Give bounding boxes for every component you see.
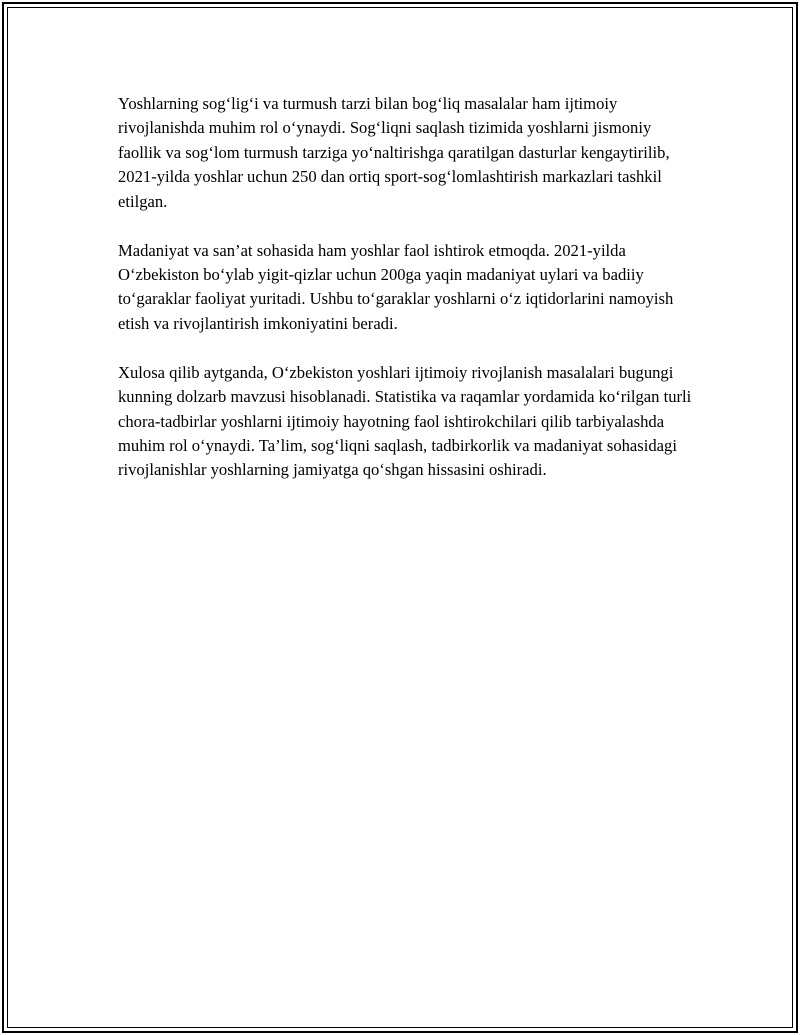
paragraph-conclusion: Xulosa qilib aytganda, O‘zbekiston yoshlari ijtimoiy rivojlanish masalalari bugungi kunning dolzarb mavzusi hisoblanadi. Statistika va raqamlar yordamida ko‘rilgan turli chora-tadbirlar yoshlarni ijtimoiy hayotning faol ishtirokchilari qilib tarbiyalashda muhim rol o‘ynaydi. Ta’lim, sog‘liqni saqlash, tadbirkorlik va madaniyat sohasidagi rivojlanishlar yoshlarning jamiyatga qo‘shgan hissasini oshiradi. [118, 362, 692, 480]
paragraph-youth-health: Yoshlarning sog‘lig‘i va turmush tarzi bilan bog‘liq masalalar ham ijtimoiy rivojlanishda muhim rol o‘ynaydi. Sog‘liqni saqlash tizimida yoshlarni jismoniy faollik va sog‘lom turmush tarziga yo‘naltirishga qaratilgan dasturlar kengaytirilib, 2021-yilda yoshlar uchun 250 dan ortiq sport-sog‘lomlashtirish markazlari tashkil etilgan. [118, 94, 670, 211]
paragraph-culture-arts: Madaniyat va san’at sohasida ham yoshlar faol ishtirok etmoqda. 2021-yilda O‘zbekiston bo‘ylab yigit-qizlar uchun 200ga yaqin madaniyat uylari va badiiy to‘garaklar faoliyat yuritadi. Ushbu to‘garaklar yoshlarni o‘z iqtidorlarini namoyish etish va rivojlantirish imkoniyatini beradi. [118, 240, 674, 333]
document-body [118, 92, 693, 507]
